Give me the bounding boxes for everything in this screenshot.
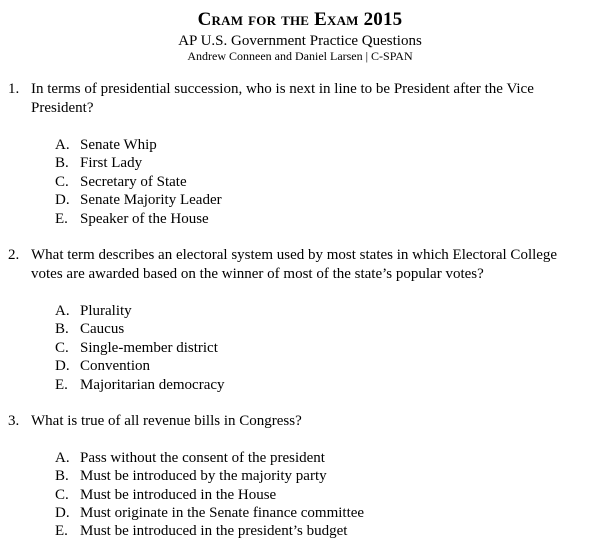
answer-option[interactable] bbox=[0, 320, 600, 338]
option-text: Secretary of State bbox=[80, 173, 187, 190]
answer-options bbox=[0, 449, 600, 541]
option-text: Convention bbox=[80, 358, 150, 375]
answer-option[interactable] bbox=[0, 191, 600, 209]
answer-option[interactable] bbox=[0, 504, 600, 522]
option-text: Must be introduced in the president’s budget bbox=[80, 523, 348, 540]
option-text: Must be introduced by the majority party bbox=[80, 468, 327, 485]
document-subtitle: AP U.S. Government Practice Questions bbox=[178, 33, 422, 49]
option-text: Speaker of the House bbox=[80, 210, 209, 227]
question-text: What term describes an electoral system used by most states in which Electoral College votes are awarded based on the winner of most of the state’s popular votes? bbox=[31, 246, 558, 282]
option-letter: E. bbox=[55, 210, 68, 227]
option-text: Pass without the consent of the president bbox=[80, 449, 325, 466]
option-letter: E. bbox=[55, 376, 68, 393]
option-text: Caucus bbox=[80, 321, 125, 338]
question-number: 1. bbox=[8, 81, 20, 97]
option-text: Senate Majority Leader bbox=[80, 192, 222, 209]
answer-option[interactable] bbox=[0, 339, 600, 357]
option-letter: C. bbox=[55, 339, 69, 356]
option-letter: D. bbox=[55, 358, 70, 375]
question-1 bbox=[0, 80, 600, 228]
option-letter: A. bbox=[55, 137, 70, 153]
option-letter: B. bbox=[55, 155, 69, 172]
option-letter: B. bbox=[55, 321, 69, 338]
option-letter: B. bbox=[55, 468, 69, 485]
option-letter: E. bbox=[55, 523, 68, 540]
answer-option[interactable] bbox=[0, 376, 600, 394]
option-text: First Lady bbox=[80, 155, 143, 172]
option-text: Senate Whip bbox=[80, 137, 157, 153]
answer-option[interactable] bbox=[0, 522, 600, 540]
option-text: Single-member district bbox=[80, 339, 218, 356]
question-number: 3. bbox=[8, 412, 20, 429]
answer-option[interactable] bbox=[0, 486, 600, 504]
option-letter: D. bbox=[55, 505, 70, 522]
option-letter: C. bbox=[55, 173, 69, 190]
answer-option[interactable] bbox=[0, 302, 600, 320]
option-text: Must be introduced in the House bbox=[80, 486, 277, 503]
answer-option[interactable] bbox=[0, 173, 600, 191]
answer-options bbox=[0, 302, 600, 394]
option-letter: A. bbox=[55, 449, 70, 466]
option-letter: C. bbox=[55, 486, 69, 503]
answer-option[interactable] bbox=[0, 136, 600, 154]
answer-option[interactable] bbox=[0, 449, 600, 467]
question-list bbox=[0, 80, 600, 541]
document-authors: Andrew Conneen and Daniel Larsen | C-SPAN bbox=[187, 49, 413, 63]
option-letter: A. bbox=[55, 302, 70, 319]
question-number: 2. bbox=[8, 246, 20, 263]
question-3 bbox=[0, 412, 600, 541]
question-2 bbox=[0, 246, 600, 394]
answer-option[interactable] bbox=[0, 154, 600, 172]
answer-option[interactable] bbox=[0, 467, 600, 485]
document-title: Cram for the Exam 2015 bbox=[197, 9, 403, 30]
document-header bbox=[0, 0, 600, 63]
option-text: Must originate in the Senate finance committee bbox=[80, 505, 365, 522]
question-text: What is true of all revenue bills in Congress? bbox=[31, 412, 302, 429]
option-letter: D. bbox=[55, 192, 70, 209]
question-text: In terms of presidential succession, who is next in line to be President after the Vice President? bbox=[31, 81, 534, 116]
answer-option[interactable] bbox=[0, 210, 600, 228]
option-text: Plurality bbox=[80, 302, 132, 319]
option-text: Majoritarian democracy bbox=[80, 376, 225, 393]
answer-options bbox=[0, 136, 600, 228]
answer-option[interactable] bbox=[0, 357, 600, 375]
